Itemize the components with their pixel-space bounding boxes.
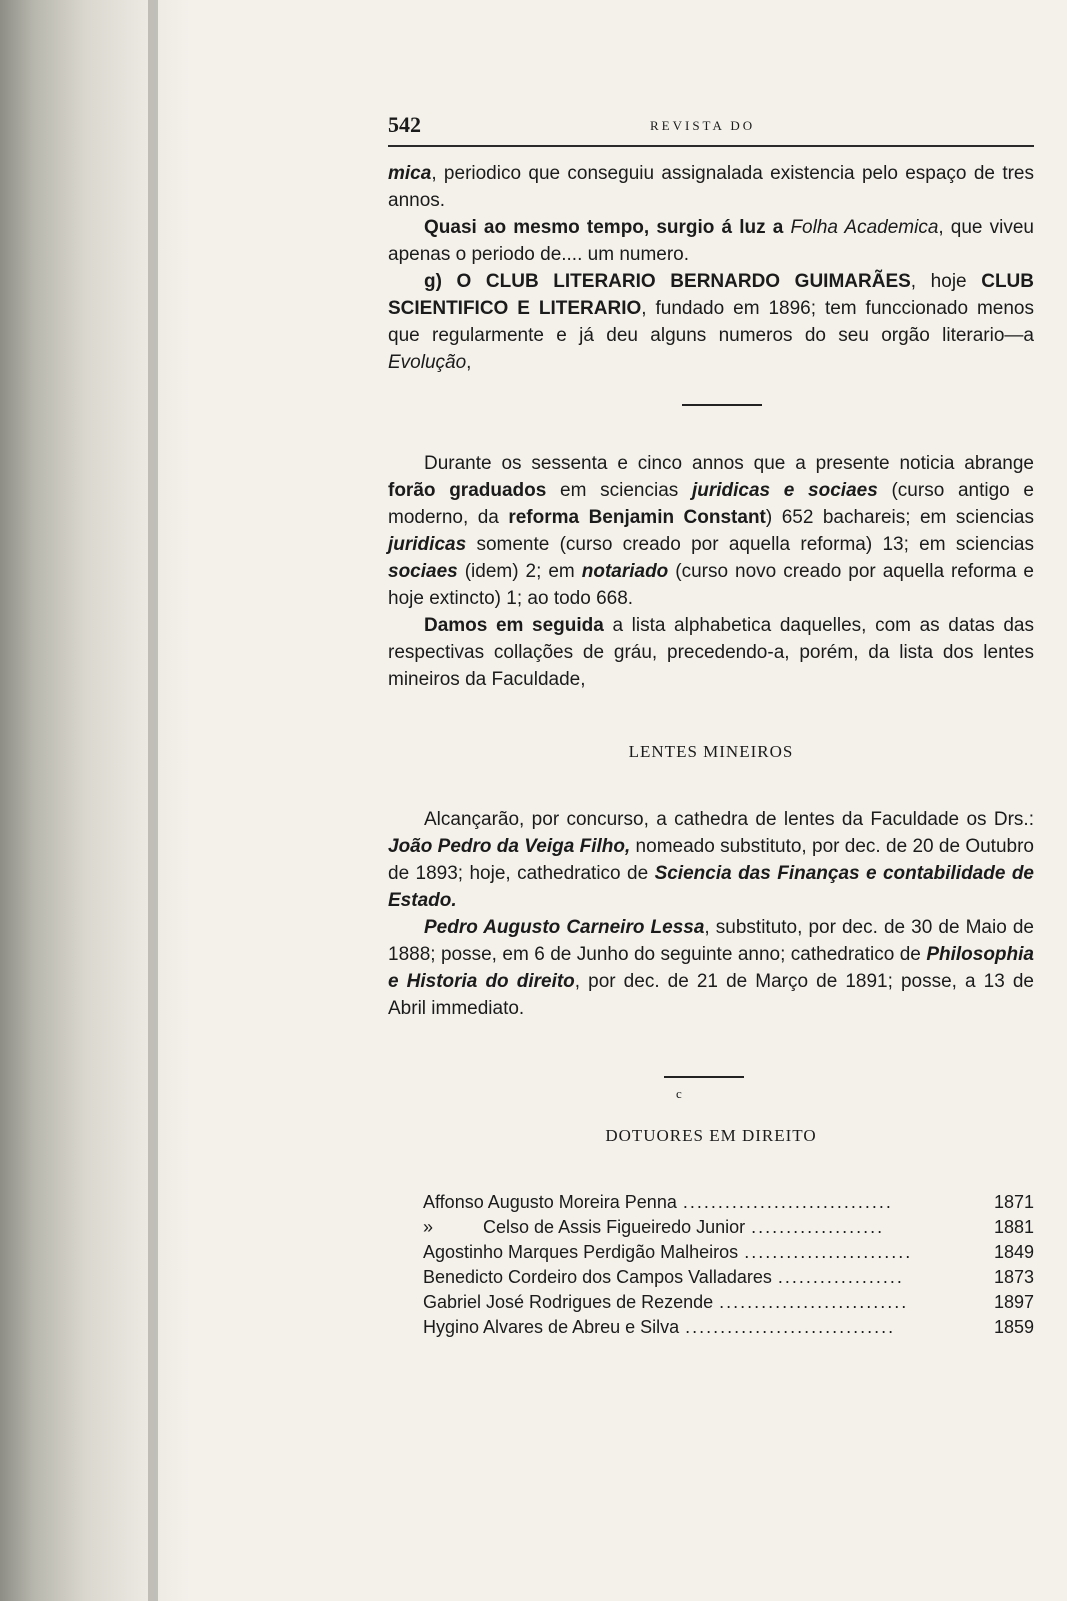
leader-dots: ........................ [744, 1242, 913, 1262]
list-item [423, 1315, 1034, 1340]
list-item [423, 1290, 1034, 1315]
lessa-name: Pedro Augusto Carneiro Lessa [424, 917, 705, 938]
graduates-t10: sociaes [388, 561, 458, 582]
lessa-chair: Philosophia e Historia do direito [388, 944, 1034, 992]
paragraph-continuation-text: , periodico que conseguiu assignalada existencia pelo espaço de tres annos. [388, 163, 1034, 211]
leader-dots: ........................... [719, 1292, 909, 1312]
graduates-t2: forão graduados [388, 480, 547, 501]
graduates-t6: reforma Benjamin Constant [508, 507, 766, 528]
paragraph-club-literario [388, 268, 1034, 376]
doctor-year: 1849 [993, 1242, 1034, 1262]
paragraph-folha-academica [388, 214, 1034, 268]
text-block-top [388, 160, 1034, 376]
veiga-chair: Sciencia das Finanças e contabilidade de Estado. [388, 863, 1034, 911]
paragraph-folha-title: Folha Academica [790, 217, 939, 238]
leader-dots: ................... [751, 1217, 885, 1237]
graduates-t13: (curso novo creado por aquella reforma e hoje extincto) 1; ao todo 668. [388, 561, 1034, 609]
doctors-list [423, 1190, 1034, 1340]
doctor-name: Benedicto Cordeiro dos Campos Valladares [423, 1267, 772, 1287]
doctor-year: 1871 [993, 1192, 1034, 1212]
lessa-t2: , por dec. de 21 de Março de 1891; posse, a 13 de Abril immediato. [388, 971, 1034, 1019]
paragraph-lessa [388, 914, 1034, 1022]
club-organ-title: Evolução [388, 352, 467, 373]
doctor-name: Affonso Augusto Moreira Penna [423, 1192, 677, 1212]
veiga-name: João Pedro da Veiga Filho, [388, 836, 631, 857]
graduates-t5: (curso antigo e moderno, da [388, 480, 1034, 528]
club-text-2: , fundado em 1896; tem funccionado menos que regularmente e já deu alguns numeros do seu orgão literario—a [388, 298, 1034, 346]
list-item [423, 1240, 1034, 1265]
gutter-shadow [148, 0, 158, 1601]
header-rule [388, 145, 1034, 147]
list-item [423, 1215, 1034, 1240]
graduates-t4: juridicas e sociaes [691, 480, 878, 501]
doctor-year: 1873 [993, 1267, 1034, 1287]
leader-dots: .............................. [682, 1192, 893, 1212]
paragraph-folha-lead: Quasi ao mesmo tempo, surgio á luz a [424, 217, 791, 238]
running-title: REVISTA DO [650, 118, 756, 133]
club-name: g) O CLUB LITERARIO BERNARDO GUIMARÃES [424, 271, 911, 292]
text-block-middle [388, 450, 1034, 693]
page-number: 542 [388, 112, 421, 137]
graduates-t12: notariado [581, 561, 669, 582]
heading-lentes-mineiros: LENTES MINEIROS [628, 742, 794, 761]
graduates-t11: (idem) 2; em [457, 561, 582, 582]
stray-mark: c [676, 1086, 682, 1101]
club-new-name: CLUB SCIENTIFICO E LITERARIO [388, 271, 1034, 319]
graduates-t9: somente (curso creado por aquella reforma) 13; em sciencias [466, 534, 1034, 555]
doctor-name: » Celso de Assis Figueiredo Junior [423, 1217, 746, 1237]
club-text-3: , [466, 352, 472, 373]
doctor-name: Gabriel José Rodrigues de Rezende [423, 1292, 714, 1312]
leader-dots: .............................. [685, 1317, 896, 1337]
graduates-t8: juridicas [388, 534, 467, 555]
paragraph-continuation [388, 160, 1034, 214]
text-block-lentes [388, 806, 1034, 1022]
list-intro-rest: a lista alphabetica daquelles, com as datas das respectivas collações de gráu, precedendo-a, porém, da lista dos lentes mineiros da Faculdade, [388, 615, 1034, 690]
paragraph-graduates [388, 450, 1034, 612]
lessa-t1: , substituto, por dec. de 30 de Maio de 1888; posse, em 6 de Junho do seguinte anno; cathedratico de [388, 917, 1034, 965]
list-intro-lead: Damos em seguida [424, 615, 604, 636]
graduates-t7: ) 652 bachareis; em sciencias [765, 507, 1034, 528]
section-divider-1 [682, 404, 762, 406]
section-divider-2 [664, 1076, 744, 1078]
doctor-year: 1897 [993, 1292, 1034, 1312]
graduates-t1: Durante os sessenta e cinco annos que a presente noticia abrange [424, 453, 1034, 474]
paragraph-veiga-filho [388, 806, 1034, 914]
list-item [423, 1265, 1034, 1290]
doctor-name: Hygino Alvares de Abreu e Silva [423, 1317, 680, 1337]
leader-dots: .................. [777, 1267, 904, 1287]
club-text-1: , hoje [910, 271, 982, 292]
veiga-t2: nomeado substituto, por dec. de 20 de Outubro de 1893; hoje, cathedratico de [388, 836, 1034, 884]
graduates-t3: em sciencias [546, 480, 692, 501]
doctor-year: 1859 [993, 1317, 1034, 1337]
paragraph-continuation-word: mica [388, 163, 432, 184]
list-item [423, 1190, 1034, 1215]
paragraph-folha-rest: , que viveu apenas o periodo de.... um numero. [388, 217, 1034, 265]
doctor-year: 1881 [993, 1217, 1034, 1237]
veiga-t1: Alcançarão, por concurso, a cathedra de lentes da Faculdade os Drs.: [424, 809, 1034, 830]
paragraph-list-intro [388, 612, 1034, 693]
book-binding-shadow [0, 0, 190, 1601]
heading-doutores: DOTUORES EM DIREITO [605, 1126, 817, 1145]
doctor-name: Agostinho Marques Perdigão Malheiros [423, 1242, 739, 1262]
